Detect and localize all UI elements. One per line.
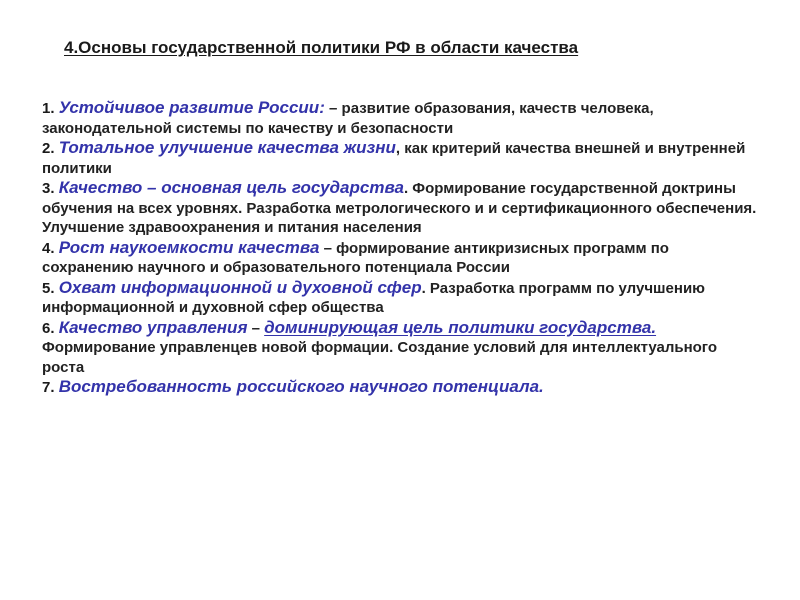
policy-point-4 bbox=[42, 238, 762, 278]
point-heading: Качество – основная цель государства bbox=[58, 178, 404, 197]
point-heading: Рост наукоемкости качества bbox=[58, 237, 320, 257]
point-text: Формирование управленцев новой формации. Создание условий для интеллектуального роста bbox=[42, 339, 718, 376]
policy-point-3 bbox=[42, 178, 762, 238]
point-text: – формирование антикризисных программ по сохранению научного и образовательного потенциала России bbox=[42, 239, 669, 276]
point-number: 1. bbox=[42, 100, 59, 117]
point-text: . Формирование государственной доктрины обучения на всех уровнях. Разработка метрологического и и сертификационного обеспечения. Улучшение здравоохранения и питания населения bbox=[42, 180, 757, 236]
policy-point-2 bbox=[42, 138, 762, 178]
point-heading: Востребованность российского научного потенциала. bbox=[58, 377, 544, 396]
point-heading: Тотальное улучшение качества жизни bbox=[58, 138, 396, 157]
policy-point-6 bbox=[42, 318, 762, 378]
point-heading: Устойчивое развитие России: bbox=[58, 98, 325, 117]
point-number: 6. bbox=[42, 319, 59, 337]
point-number: 4. bbox=[42, 239, 59, 257]
policy-point-7 bbox=[42, 377, 762, 398]
point-number: 3. bbox=[42, 180, 59, 197]
point-text: , как критерий качества внешней и внутренней политики bbox=[42, 140, 746, 177]
point-number: 2. bbox=[42, 140, 59, 157]
point-heading-underlined: доминирующая цель политики государства. bbox=[264, 317, 657, 337]
point-heading: Охват информационной и духовной сфер bbox=[58, 277, 422, 297]
policy-points-list bbox=[42, 98, 762, 398]
point-text: – развитие образования, качеств человека, законодательной системы по качеству и безопасности bbox=[42, 100, 654, 137]
point-number: 5. bbox=[42, 279, 59, 297]
point-heading: Качество управления bbox=[58, 317, 248, 337]
point-text: . Разработка программ по улучшению информационной и духовной сфер общества bbox=[42, 279, 705, 316]
point-number: 7. bbox=[42, 379, 59, 396]
policy-point-1 bbox=[42, 98, 762, 138]
point-connector: – bbox=[247, 319, 265, 337]
slide-title: 4.Основы государственной политики РФ в области качества bbox=[64, 38, 579, 57]
policy-point-5 bbox=[42, 278, 762, 318]
